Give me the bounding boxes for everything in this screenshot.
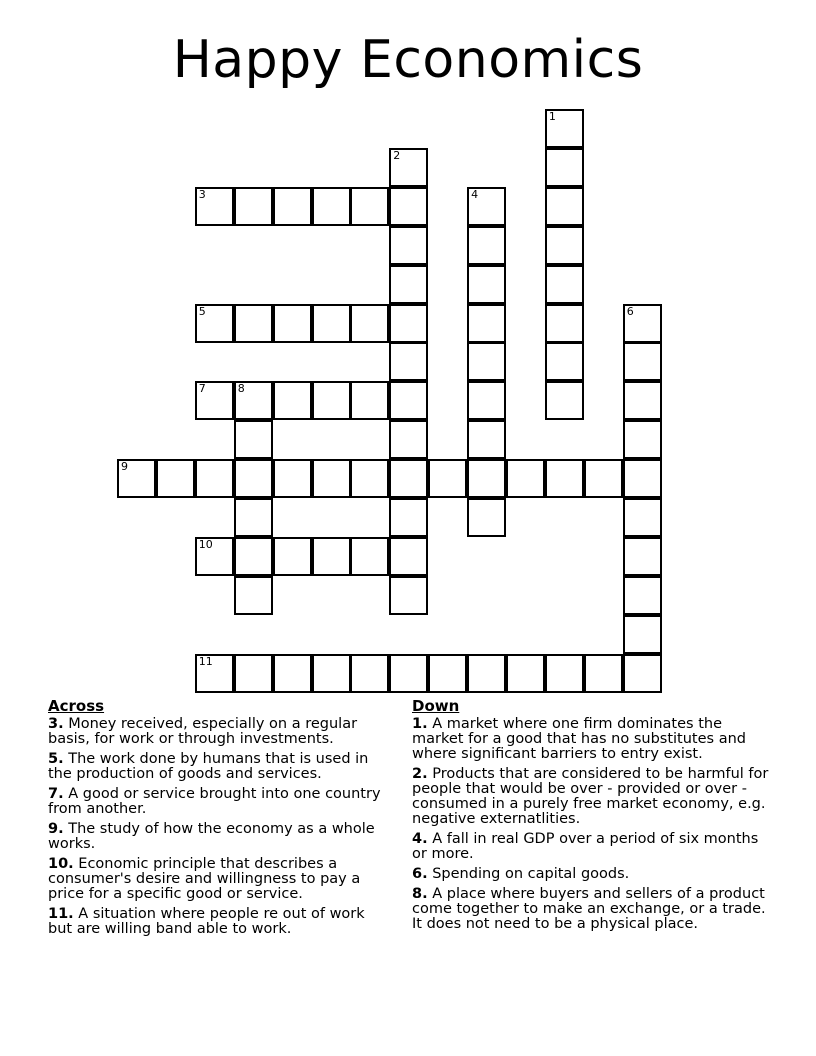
grid-cell[interactable]: [467, 187, 506, 226]
grid-cell[interactable]: [195, 304, 234, 343]
grid-cell[interactable]: [234, 304, 273, 343]
clue-number: 5.: [48, 751, 64, 767]
grid-cell[interactable]: [584, 654, 623, 693]
grid-cell[interactable]: [312, 537, 351, 576]
clue-text: A place where buyers and sellers of a product come together to make an exchange, or a trade. It does not need to be a physical place.: [412, 886, 766, 932]
grid-cell[interactable]: [350, 304, 389, 343]
grid-cell[interactable]: [623, 381, 662, 420]
puzzle-title: Happy Economics: [172, 30, 644, 90]
grid-cell[interactable]: [545, 265, 584, 304]
grid-cell[interactable]: [623, 498, 662, 537]
grid-cell[interactable]: [195, 187, 234, 226]
grid-cell[interactable]: [389, 381, 428, 420]
clue-down-1: [412, 717, 772, 762]
grid-cell[interactable]: [506, 459, 545, 498]
clue-text: Economic principle that describes a consumer's desire and willingness to pay a price for a specific good or service.: [48, 856, 361, 902]
grid-cell[interactable]: [389, 576, 428, 615]
clue-number: 6.: [412, 866, 428, 882]
grid-cell[interactable]: [389, 420, 428, 459]
grid-cell[interactable]: [273, 187, 312, 226]
cell-number: 1: [548, 110, 556, 123]
grid-cell[interactable]: [467, 498, 506, 537]
grid-cell[interactable]: [623, 615, 662, 654]
clue-down-6: [412, 867, 772, 882]
grid-cell[interactable]: [234, 537, 273, 576]
clue-text: Spending on capital goods.: [432, 866, 630, 882]
grid-cell[interactable]: [467, 420, 506, 459]
grid-cell[interactable]: [467, 654, 506, 693]
grid-cell[interactable]: [389, 265, 428, 304]
grid-cell[interactable]: [545, 109, 584, 148]
grid-cell[interactable]: [428, 654, 467, 693]
grid-cell[interactable]: [467, 459, 506, 498]
clue-across-3: [48, 717, 393, 747]
clue-number: 7.: [48, 786, 64, 802]
grid-cell[interactable]: [350, 187, 389, 226]
grid-cell[interactable]: [545, 342, 584, 381]
grid-cell[interactable]: [584, 459, 623, 498]
clue-number: 10.: [48, 856, 74, 872]
clue-number: 3.: [48, 716, 64, 732]
grid-cell[interactable]: [389, 459, 428, 498]
grid-cell[interactable]: [623, 304, 662, 343]
grid-cell[interactable]: [234, 576, 273, 615]
clue-number: 4.: [412, 831, 428, 847]
grid-cell[interactable]: [156, 459, 195, 498]
down-clues: [412, 699, 772, 937]
clue-text: The work done by humans that is used in the production of goods and services.: [48, 751, 369, 782]
grid-cell[interactable]: [234, 459, 273, 498]
grid-cell[interactable]: [389, 537, 428, 576]
cell-number: 4: [471, 187, 479, 201]
grid-cell[interactable]: [117, 459, 156, 498]
clue-across-10: [48, 857, 393, 902]
grid-cell[interactable]: [273, 654, 312, 693]
clue-text: A market where one firm dominates the market for a good that has no substitutes and where significant barriers to entry exist.: [412, 716, 746, 762]
clue-text: The study of how the economy as a whole works.: [48, 821, 375, 852]
clue-text: Products that are considered to be harmful for people that would be over - provided or over - consumed in a purely free market economy, e.g. negative externatlities.: [412, 766, 769, 827]
grid-cell[interactable]: [273, 459, 312, 498]
grid-cell[interactable]: [350, 459, 389, 498]
grid-cell[interactable]: [545, 148, 584, 187]
across-clues: [48, 699, 393, 942]
clue-across-5: [48, 752, 393, 782]
clue-text: A good or service brought into one country from another.: [48, 786, 381, 817]
clue-number: 1.: [412, 716, 428, 732]
grid-cell[interactable]: [467, 342, 506, 381]
grid-cell[interactable]: [389, 342, 428, 381]
grid-cell[interactable]: [623, 537, 662, 576]
grid-cell[interactable]: [389, 654, 428, 693]
grid-cell[interactable]: [623, 459, 662, 498]
grid-cell[interactable]: [234, 187, 273, 226]
grid-cell[interactable]: [273, 537, 312, 576]
down-heading: Down: [412, 697, 460, 715]
grid-cell[interactable]: [623, 342, 662, 381]
grid-cell[interactable]: [389, 498, 428, 537]
cell-number: 7: [198, 382, 206, 396]
grid-cell[interactable]: [467, 304, 506, 343]
grid-cell[interactable]: [545, 381, 584, 420]
grid-cell[interactable]: [467, 381, 506, 420]
clue-across-9: [48, 822, 393, 852]
grid-cell[interactable]: [428, 459, 467, 498]
grid-cell[interactable]: [623, 420, 662, 459]
grid-cell[interactable]: [195, 537, 234, 576]
grid-cell[interactable]: [350, 381, 389, 420]
grid-cell[interactable]: [234, 381, 273, 420]
grid-cell[interactable]: [312, 654, 351, 693]
grid-cell[interactable]: [312, 381, 351, 420]
grid-cell[interactable]: [389, 226, 428, 265]
grid-cell[interactable]: [389, 148, 428, 187]
clue-across-11: [48, 907, 393, 937]
grid-cell[interactable]: [350, 654, 389, 693]
grid-cell[interactable]: [545, 304, 584, 343]
clue-number: 2.: [412, 766, 428, 782]
grid-cell[interactable]: [234, 654, 273, 693]
clue-text: A fall in real GDP over a period of six months or more.: [412, 831, 759, 862]
cell-number: 3: [198, 187, 206, 201]
grid-cell[interactable]: [312, 304, 351, 343]
grid-cell[interactable]: [623, 654, 662, 693]
clue-number: 9.: [48, 821, 64, 837]
grid-cell[interactable]: [623, 576, 662, 615]
grid-cell[interactable]: [234, 420, 273, 459]
cell-number: 5: [198, 304, 206, 318]
clue-number: 11.: [48, 906, 74, 922]
cell-number: 10: [198, 537, 213, 551]
grid-cell[interactable]: [312, 459, 351, 498]
grid-cell[interactable]: [545, 187, 584, 226]
grid-cell[interactable]: [506, 654, 545, 693]
grid-cell[interactable]: [545, 226, 584, 265]
grid-cell[interactable]: [389, 304, 428, 343]
clue-across-7: [48, 787, 393, 817]
grid-cell[interactable]: [545, 654, 584, 693]
grid-cell[interactable]: [273, 381, 312, 420]
grid-cell[interactable]: [312, 187, 351, 226]
grid-cell[interactable]: [195, 459, 234, 498]
clue-down-4: [412, 832, 772, 862]
across-heading: Across: [48, 697, 105, 715]
clue-down-8: [412, 887, 772, 932]
cell-number: 6: [626, 304, 634, 318]
clue-number: 8.: [412, 886, 428, 902]
grid-cell[interactable]: [467, 226, 506, 265]
clue-text: Money received, especially on a regular basis, for work or through investments.: [48, 716, 358, 747]
cell-number: 8: [237, 382, 245, 396]
clue-text: A situation where people re out of work but are willing band able to work.: [48, 906, 365, 937]
cell-number: 2: [393, 148, 401, 162]
grid-cell[interactable]: [234, 498, 273, 537]
grid-cell[interactable]: [273, 304, 312, 343]
clue-down-2: [412, 767, 772, 827]
grid-cell[interactable]: [389, 187, 428, 226]
grid-cell[interactable]: [545, 459, 584, 498]
grid-cell[interactable]: [195, 381, 234, 420]
cell-number: 9: [121, 460, 128, 474]
grid-cell[interactable]: [350, 537, 389, 576]
grid-cell[interactable]: [195, 654, 234, 693]
cell-number: 11: [198, 654, 213, 668]
grid-cell[interactable]: [467, 265, 506, 304]
